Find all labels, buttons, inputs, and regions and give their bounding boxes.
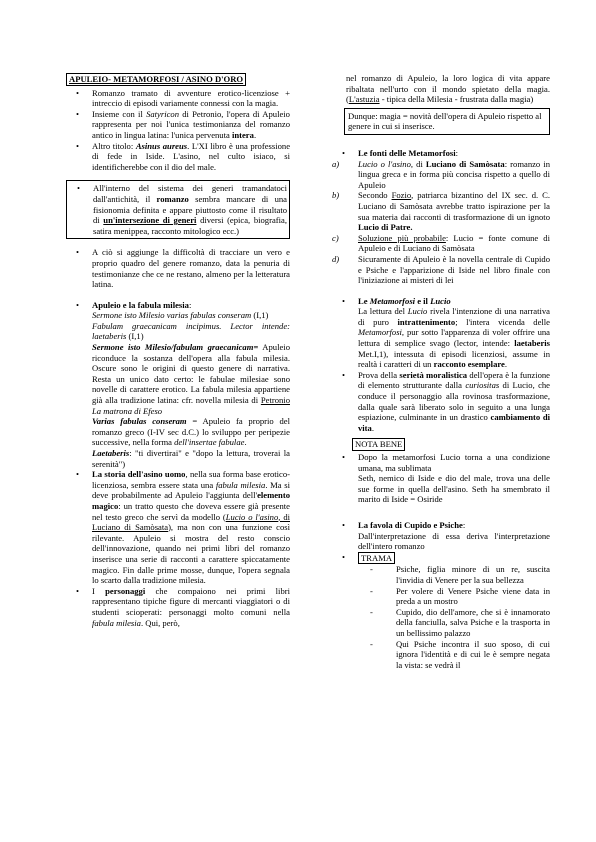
list-item: [66, 109, 290, 141]
text-span: , pur sotto l'apparenza di voler offrire una lettura di semplice svago (lector, intende:: [358, 327, 550, 349]
text-span: che compaiono nei primi libri rappresentano tipiche figure di mercanti viaggiatori o di studenti scioperati: personaggi molto comuni nella: [92, 585, 290, 617]
text-span: Asinus aureus: [135, 140, 188, 151]
text-span: personaggi: [105, 585, 146, 596]
list-item: [332, 254, 550, 286]
section-serieta: [332, 370, 550, 434]
left-column: [66, 73, 290, 628]
text-span: Secondo: [358, 190, 392, 201]
text-span: Sermone isto Milesio/fabulam graecanicam=: [92, 342, 259, 353]
text-span: . Ma si deve probabilmente ad Apuleio l'aggiunta dell': [92, 479, 290, 501]
text-span: Prova della: [358, 369, 400, 380]
text-span: Lucio di Patre.: [358, 222, 413, 233]
text-span: dell'insertae fabulae: [174, 437, 245, 448]
list-item: [368, 607, 550, 639]
text-span: .: [504, 359, 507, 370]
text-span: La storia dell'asino uomo: [92, 469, 186, 480]
text-span: Lucio o l'asino: [225, 511, 279, 522]
text-span: : romanzo in lingua greca e in forma più concisa rispetto a quello di Apuleio: [358, 158, 550, 190]
trama-list: [332, 564, 550, 670]
text-span: c): [332, 232, 339, 243]
text-span: b): [332, 190, 340, 201]
text-span: Satyricon: [146, 108, 179, 119]
section-cupido-psiche: [332, 520, 550, 552]
text-span: All'interno del sistema dei generi tramandatoci dall'antichità, il: [93, 183, 287, 204]
text-span: a): [332, 158, 340, 169]
dunque-box: [344, 108, 550, 135]
text-span: Lucio o l'asino: [358, 158, 411, 169]
list-item: [66, 247, 290, 289]
text-span: A ciò si aggiunge la difficoltà di tracciare un vero e proprio quadro del genere romanzo, data la penuria di testimonianze che ce ne restano, almeno per la letteratura latina.: [92, 247, 290, 290]
text-span: Dunque: magia = novità dell'opera di Apuleio rispetto al genere in cui si inserisce.: [348, 110, 542, 132]
list-item: [332, 452, 550, 505]
text-span: Luciano di Samòsata: [425, 158, 505, 169]
text-span: sembra mancare di una fisionomia definita e appare piuttosto come il risultato di: [93, 193, 287, 226]
text-span: Soluzione più probabile: [358, 232, 446, 243]
section-personaggi: [66, 586, 290, 628]
text-span: intera: [231, 129, 254, 140]
text-span: fabula milesia: [92, 617, 141, 628]
text-span: , patriarca bizantino del IX sec. d. C. Luciano di Samòsata avrebbe tratto ispirazione per la sua materia dai racconti di trasformazione di un ignoto: [358, 190, 551, 222]
section-asino-uomo: [66, 469, 290, 586]
text-span: Sermone isto Milesio varias fabulas conseram: [92, 310, 252, 321]
text-span: intrattenimento: [397, 316, 456, 327]
text-span: dell'opera è la funzione di elemento strutturante dalla: [358, 369, 550, 391]
text-span: . Qui, però,: [140, 617, 180, 628]
text-span: : "ti divertirai" e "dopo la lettura, troverai la serenità"): [92, 448, 290, 469]
text-span: d): [332, 253, 340, 264]
continuation-paragraph: [332, 73, 550, 105]
text-span: :: [462, 519, 466, 530]
text-span: La matrona di Efeso: [92, 405, 163, 416]
text-span: Qui Psiche incontra il suo sposo, di cui ignora l'identità e di cui le è sempre negata la vista: se vedrà il: [396, 638, 550, 670]
text-span: Le: [358, 295, 370, 306]
list-item: [66, 88, 290, 109]
text-span: Lucio: [430, 295, 451, 306]
text-span: racconto esemplare: [433, 359, 505, 370]
text-span: Met.I,1), intessuta di episodi licenziosi, assume in realtà i caratteri di un: [358, 348, 550, 370]
right-column: [332, 73, 550, 670]
text-span: nel romanzo di Apuleio, la loro logica di vita appare ribaltata nell'urto con il mondo spietato della magia. (: [346, 73, 550, 105]
text-span: : un tratto questo che doveva essere già presente nel testo greco che servì da modello (: [92, 500, 290, 522]
intro-list: [66, 88, 290, 173]
section-milesia: [66, 300, 290, 470]
text-span: , di: [410, 158, 426, 169]
list-item: [368, 639, 550, 671]
text-span: :: [188, 299, 192, 310]
text-span: Seth, nemico di Iside e dio del male, trova una delle sue forme in quella dell'asino. Seth ha smembrato il marito di Iside = Osiride: [358, 473, 550, 505]
section-fonti: [332, 148, 550, 159]
list-item: [368, 586, 550, 607]
text-span: - tipica della Milesia - frustrata dalla magia): [379, 94, 534, 105]
text-span: romanzo: [156, 193, 189, 204]
text-span: .: [371, 422, 374, 433]
list-item: [67, 183, 287, 236]
text-span: ; l'intera vicenda delle: [455, 316, 550, 327]
text-span: Varias fabulas conseram: [92, 416, 187, 427]
text-span: .: [253, 129, 257, 140]
nota-bene-label: NOTA BENE: [352, 438, 405, 451]
text-span: Cupido, dio dell'amore, che si è innamorato della fanciulla, salva Psiche e la trasporta in un bellissimo palazzo: [396, 606, 550, 638]
document-title: APULEIO- METAMORFOSI / ASINO D'ORO: [66, 73, 246, 86]
list-item: [66, 141, 290, 173]
text-span: Insieme con il: [92, 108, 147, 119]
text-span: , di Luciano di Samòsata: [92, 511, 290, 533]
text-span: TRAMA: [358, 552, 395, 565]
list-item: [332, 233, 550, 254]
text-span: Metamorfosi: [358, 327, 402, 338]
text-span: Petronio: [260, 395, 290, 406]
text-span: .: [244, 437, 247, 448]
text-span: . L'XI libro è una professione di fede in Iside. L'asino, nel culto isiaco, si identificherebbe con il dio del male.: [92, 140, 291, 172]
text-span: Fozio: [391, 190, 412, 201]
text-span: Apuleio riconduce la sostanza dell'opera alla fabula milesia. Oscure sono le origini di questo genere di narrativa. Resta un unico dato certo: le fabulae milesiae sono novelle di carattere erotico. La fabula milesia appartiene già alla tradizione latina: cfr. novella milesia di: [92, 342, 290, 406]
text-span: Per volere di Venere Psiche viene data in preda a un mostro: [396, 585, 550, 607]
text-span: La lettura del: [358, 306, 408, 317]
list-item: [332, 159, 550, 191]
text-span: di Lucio, che conduce il personaggio alla rovinosa trasformazione, dalla quale sarà liberato solo in seguito a una lunga espiazione, culminante in un drastico: [358, 380, 550, 423]
text-span: , nella sua forma base erotico-licenziosa, sembra essere stata una: [92, 469, 291, 490]
text-span: Apuleio e la fabula milesia: [92, 299, 189, 310]
text-span: Fabulam graecanicam incipimus. Lector intende: laetaberis: [92, 320, 290, 342]
text-span: un'intersezione di generi: [103, 215, 197, 226]
text-span: diversi (epica, biografia, satira menippea, racconto mitologico ecc.): [93, 215, 287, 236]
text-span: (I,1): [126, 331, 144, 342]
text-span: fabula milesia: [215, 479, 266, 490]
text-span: Altro titolo:: [92, 140, 136, 151]
text-span: Lucio: [407, 306, 428, 317]
list-item: [368, 564, 550, 585]
text-span: e il: [415, 295, 431, 306]
text-span: Le fonti delle Metamorfosi: [358, 147, 456, 158]
text-span: rivela l'intenzione di una narrativa di puro: [358, 306, 550, 327]
section-lucio: [332, 296, 550, 370]
text-span: Dopo la metamorfosi Lucio torna a una condizione umana, ma sublimata: [358, 452, 550, 473]
text-span: Romanzo tramato di avventure erotico-licenziose + intreccio di episodi variamente connessi con la magia.: [92, 87, 290, 109]
text-span: Dall'interpretazione di essa deriva l'interpretazione dell'intero romanzo: [358, 530, 550, 552]
text-span: La favola di Cupido e Psiche: [358, 519, 463, 530]
text-span: Metamorfosi: [369, 295, 416, 306]
text-span: serietà moralistica: [399, 369, 468, 380]
list-item: [332, 190, 550, 232]
text-span: I: [92, 585, 106, 596]
text-span: Laetaberis: [92, 448, 130, 458]
genre-box: [66, 180, 290, 239]
trama-heading: [332, 552, 550, 565]
text-span: laetaberis: [514, 338, 550, 349]
text-span: di Petronio, l'opera di Apuleio rappresenta per noi l'unica testimonianza del romanzo antico in lingua latina: l'unica pervenuta: [92, 108, 290, 140]
text-span: ), ma non con una funzione così rilevante. Apuleio si mostra del resto conscio dell'innovazione, quando nei primi libri del romanzo inserisce una serie di racconti a carattere spiccatamente magico. Fin dalle prime mosse, dunque, l'opera segnala lo scarto dalla tradizione milesia.: [92, 522, 291, 586]
text-span: elemento magico: [92, 490, 290, 511]
text-span: curiositas: [465, 380, 500, 391]
text-span: :: [455, 147, 458, 158]
fonti-list: [332, 159, 550, 286]
text-span: L'astuzia: [348, 94, 380, 105]
text-span: Psiche, figlia minore di un re, suscita l'invidia di Venere per la sua bellezza: [396, 564, 550, 585]
text-span: cambiamento di vita: [358, 412, 550, 433]
text-span: Sicuramente di Apuleio è la novella centrale di Cupido e Psiche e l'apparizione di Iside nel libro finale con l'iniziazione ai misteri di lei: [358, 253, 550, 286]
text-span: : Lucio = fonte comune di Apuleio e di Luciano di Samòsata: [358, 232, 550, 254]
text-span: (I,1): [251, 310, 269, 321]
text-span: = Apuleio fa proprio del romanzo greco (I-IV sec d.C.) lo sviluppo per peripezie successive, nella forma: [92, 416, 290, 448]
